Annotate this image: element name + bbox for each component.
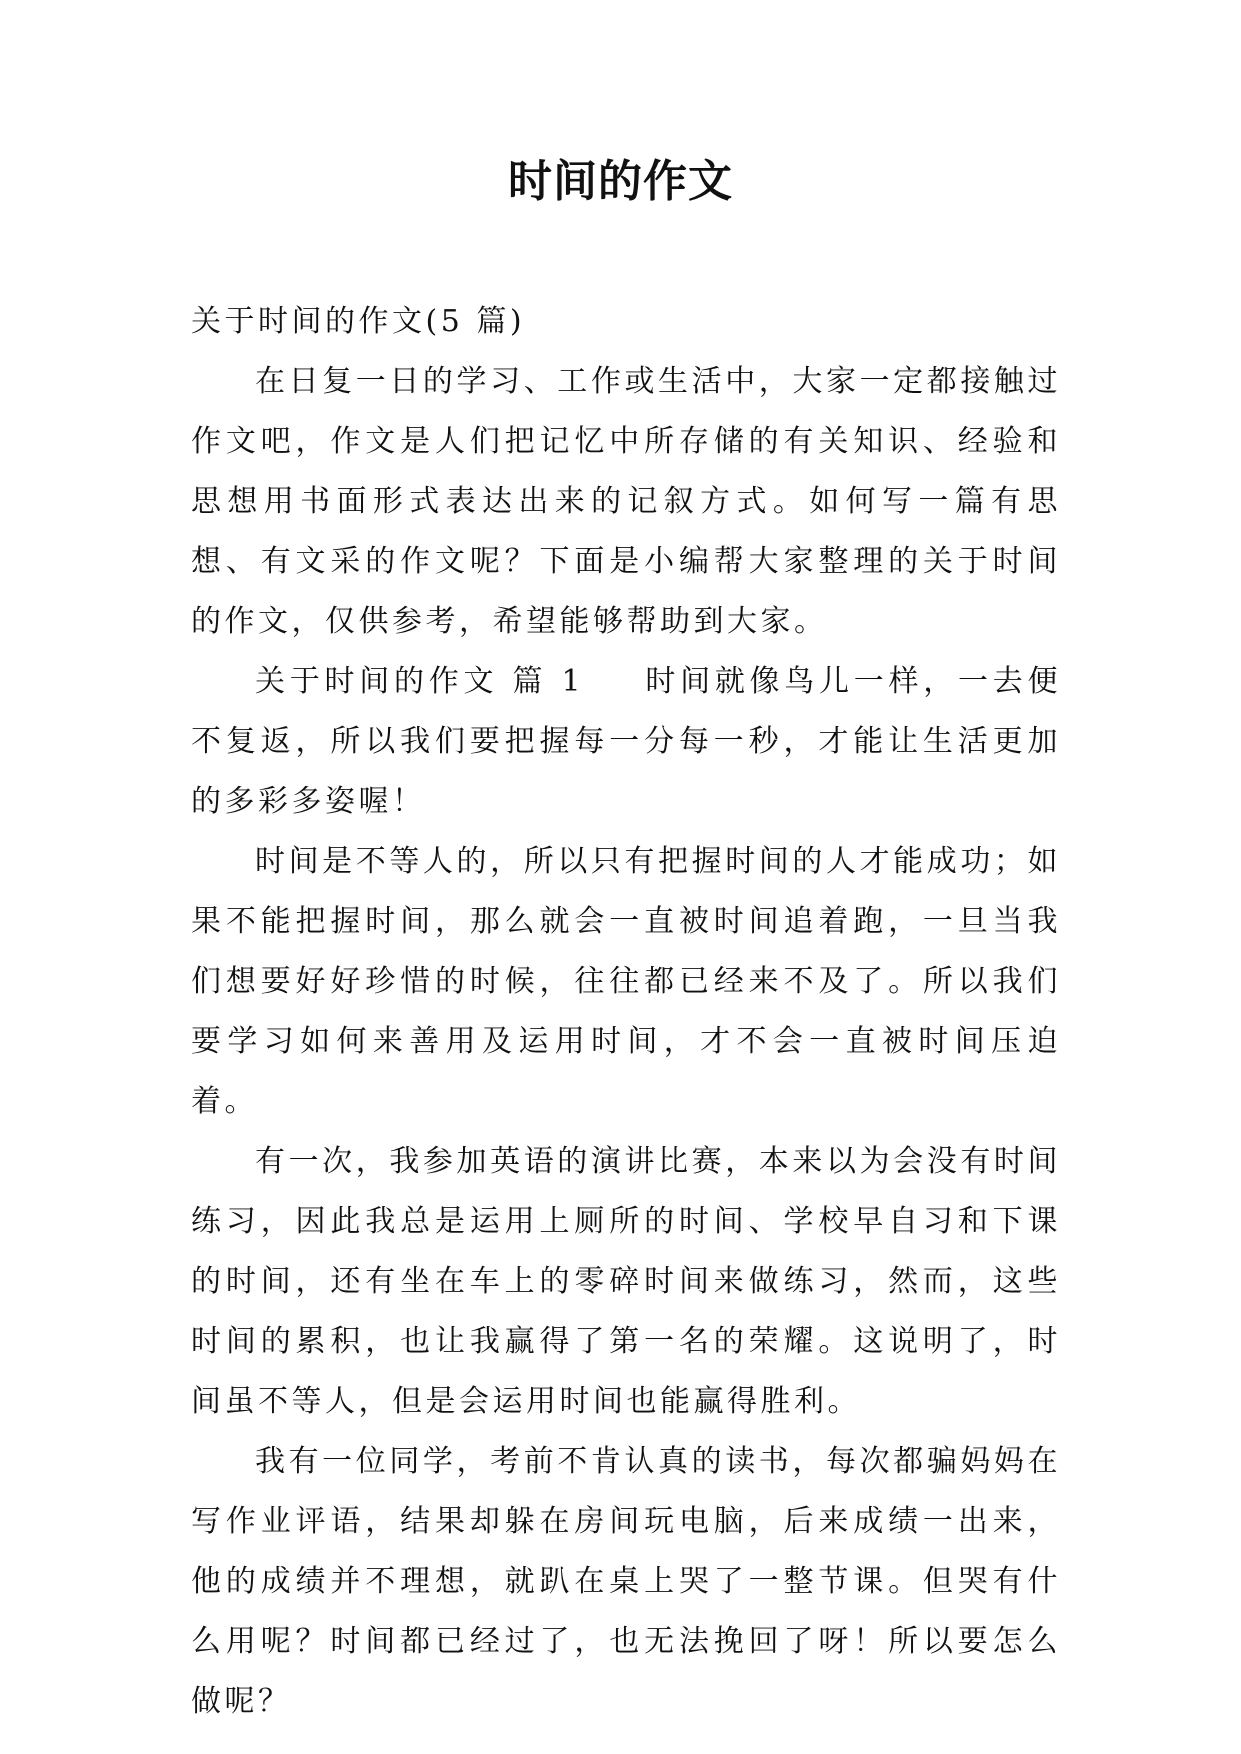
essay-1-opening-paragraph (191, 652, 1061, 832)
document-subtitle: 关于时间的作文(5 篇) (191, 304, 526, 339)
essay-1-heading: 关于时间的作文 篇 1 (255, 664, 585, 699)
essay-1-first-text: 时间就像鸟儿一样，一去便不复返，所以我们要把握每一分每一秒，才能让生活更加的多彩多姿喔！ (191, 664, 1061, 819)
body-paragraph: 有一次，我参加英语的演讲比赛，本来以为会没有时间练习，因此我总是运用上厕所的时间、学校早自习和下课的时间，还有坐在车上的零碎时间来做练习，然而，这些时间的累积，也让我赢得了第一名的荣耀。这说明了，时间虽不等人，但是会运用时间也能赢得胜利。 (191, 1144, 1061, 1419)
document-body (191, 292, 1061, 1732)
intro-paragraph: 在日复一日的学习、工作或生活中，大家一定都接触过作文吧，作文是人们把记忆中所存储的有关知识、经验和思想用书面形式表达出来的记叙方式。如何写一篇有思想、有文采的作文呢？下面是小编帮大家整理的关于时间的作文，仅供参考，希望能够帮助到大家。 (191, 364, 1061, 639)
body-paragraph: 时间是不等人的，所以只有把握时间的人才能成功；如果不能把握时间，那么就会一直被时间追着跑，一旦当我们想要好好珍惜的时候，往往都已经来不及了。所以我们要学习如何来善用及运用时间，才不会一直被时间压迫着。 (191, 844, 1061, 1119)
document-title: 时间的作文 (508, 156, 733, 207)
body-paragraph: 我有一位同学，考前不肯认真的读书，每次都骗妈妈在写作业评语，结果却躲在房间玩电脑，后来成绩一出来，他的成绩并不理想，就趴在桌上哭了一整节课。但哭有什么用呢？时间都已经过了，也无法挽回了呀！所以要怎么做呢？ (191, 1444, 1061, 1719)
